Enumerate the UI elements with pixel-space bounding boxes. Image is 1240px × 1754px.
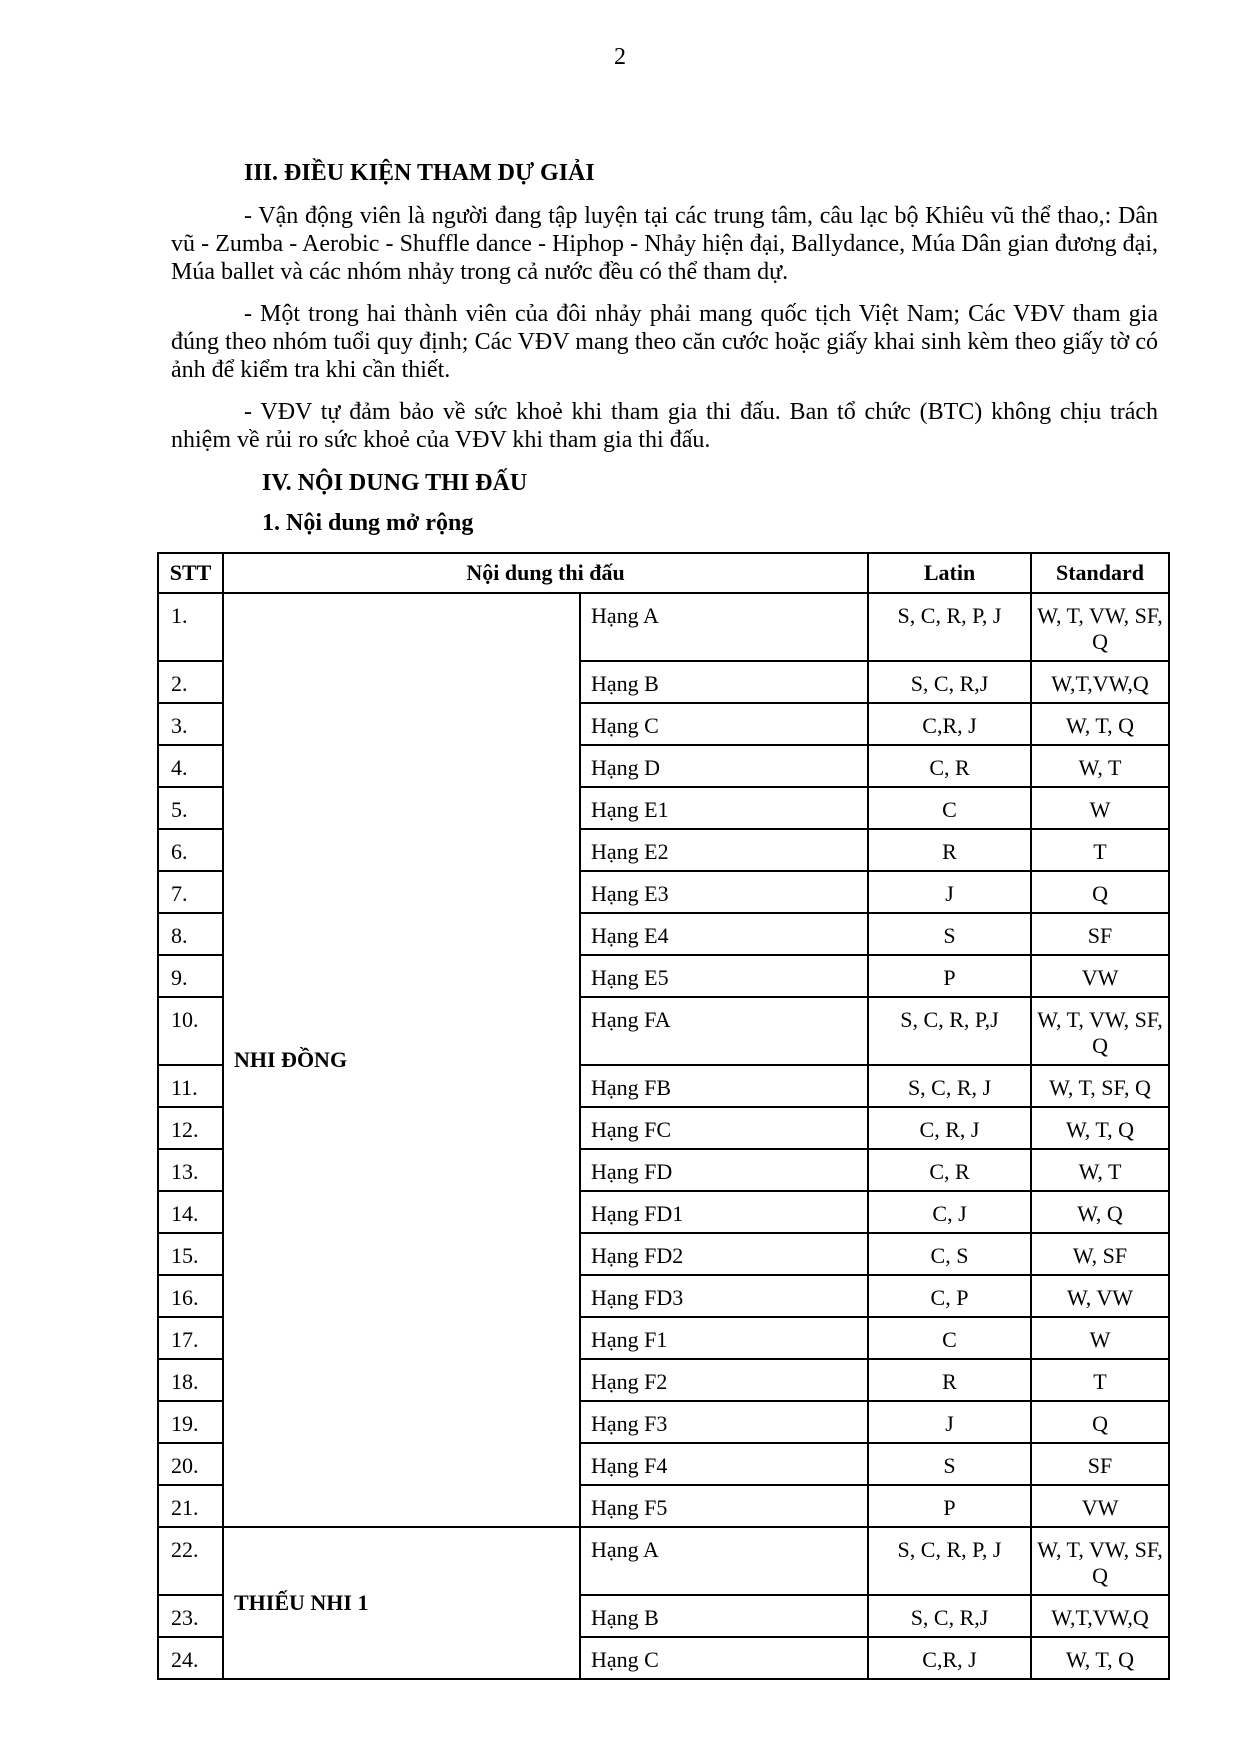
row-latin: S, C, R, P,J [868, 997, 1031, 1065]
row-standard: SF [1031, 1443, 1169, 1485]
page-number: 2 [614, 44, 626, 70]
row-standard: W, T, Q [1031, 1637, 1169, 1679]
row-category: Hạng FD [580, 1149, 868, 1191]
row-stt: 3. [158, 703, 223, 745]
row-latin: J [868, 1401, 1031, 1443]
row-category: Hạng E5 [580, 955, 868, 997]
row-standard: W, T, VW, SF, Q [1031, 1527, 1169, 1595]
header-latin: Latin [868, 553, 1031, 593]
row-latin: S, C, R,J [868, 661, 1031, 703]
row-latin: R [868, 1359, 1031, 1401]
row-stt: 6. [158, 829, 223, 871]
row-category: Hạng F4 [580, 1443, 868, 1485]
row-category: Hạng F5 [580, 1485, 868, 1527]
row-latin: R [868, 829, 1031, 871]
row-stt: 8. [158, 913, 223, 955]
row-standard: T [1031, 829, 1169, 871]
table-body [158, 593, 1169, 1679]
row-latin: S, C, R, P, J [868, 593, 1031, 661]
row-latin: C,R, J [868, 1637, 1031, 1679]
row-stt: 16. [158, 1275, 223, 1317]
row-category: Hạng E2 [580, 829, 868, 871]
row-standard: W, T [1031, 745, 1169, 787]
row-stt: 10. [158, 997, 223, 1065]
row-standard: W, T, Q [1031, 1107, 1169, 1149]
row-stt: 22. [158, 1527, 223, 1595]
table-row [158, 1527, 1169, 1595]
row-latin: J [868, 871, 1031, 913]
row-stt: 7. [158, 871, 223, 913]
row-stt: 9. [158, 955, 223, 997]
row-standard: W, VW [1031, 1275, 1169, 1317]
row-standard: W, T, SF, Q [1031, 1065, 1169, 1107]
row-stt: 4. [158, 745, 223, 787]
header-standard: Standard [1031, 553, 1169, 593]
row-category: Hạng C [580, 703, 868, 745]
section-4-subtitle: 1. Nội dung mở rộng [262, 510, 474, 536]
row-latin: P [868, 1485, 1031, 1527]
row-standard: W, T, Q [1031, 703, 1169, 745]
row-standard: VW [1031, 955, 1169, 997]
row-stt: 19. [158, 1401, 223, 1443]
section-3-title: III. ĐIỀU KIỆN THAM DỰ GIẢI [244, 160, 595, 186]
row-latin: S [868, 1443, 1031, 1485]
row-standard: VW [1031, 1485, 1169, 1527]
row-latin: C, J [868, 1191, 1031, 1233]
row-category: Hạng C [580, 1637, 868, 1679]
row-stt: 20. [158, 1443, 223, 1485]
row-category: Hạng FB [580, 1065, 868, 1107]
paragraph-health: - VĐV tự đảm bảo về sức khoẻ khi tham gia thi đấu. Ban tổ chức (BTC) không chịu trách nhiệm về rủi ro sức khoẻ của VĐV khi tham gia thi đấu. [171, 399, 1158, 453]
row-stt: 18. [158, 1359, 223, 1401]
group-name: NHI ĐỒNG [223, 593, 580, 1527]
row-standard: W,T,VW,Q [1031, 1595, 1169, 1637]
row-standard: W [1031, 787, 1169, 829]
row-category: Hạng A [580, 1527, 868, 1595]
row-category: Hạng F2 [580, 1359, 868, 1401]
row-stt: 23. [158, 1595, 223, 1637]
row-latin: C, S [868, 1233, 1031, 1275]
row-latin: P [868, 955, 1031, 997]
row-category: Hạng FA [580, 997, 868, 1065]
row-standard: W, T, VW, SF, Q [1031, 593, 1169, 661]
row-category: Hạng FC [580, 1107, 868, 1149]
row-stt: 13. [158, 1149, 223, 1191]
row-latin: C,R, J [868, 703, 1031, 745]
row-category: Hạng F3 [580, 1401, 868, 1443]
row-category: Hạng F1 [580, 1317, 868, 1359]
paragraph-athletes: - Vận động viên là người đang tập luyện tại các trung tâm, câu lạc bộ Khiêu vũ thể thao,: Dân vũ - Zumba - Aerobic - Shuffle dance - Hiphop - Nhảy hiện đại, Ballydance, Múa Dân gian đương đại, Múa ballet và các nhóm nhảy trong cả nước đều có thể tham dự. [171, 203, 1158, 285]
row-stt: 12. [158, 1107, 223, 1149]
row-category: Hạng D [580, 745, 868, 787]
group-name: THIẾU NHI 1 [223, 1527, 580, 1679]
row-stt: 11. [158, 1065, 223, 1107]
row-stt: 24. [158, 1637, 223, 1679]
row-latin: C [868, 787, 1031, 829]
row-standard: Q [1031, 871, 1169, 913]
row-category: Hạng FD3 [580, 1275, 868, 1317]
row-latin: C, R [868, 745, 1031, 787]
row-stt: 14. [158, 1191, 223, 1233]
row-standard: W, T [1031, 1149, 1169, 1191]
row-category: Hạng B [580, 661, 868, 703]
row-category: Hạng FD2 [580, 1233, 868, 1275]
row-standard: W, T, VW, SF, Q [1031, 997, 1169, 1065]
row-latin: C [868, 1317, 1031, 1359]
row-category: Hạng E3 [580, 871, 868, 913]
row-stt: 15. [158, 1233, 223, 1275]
row-category: Hạng E4 [580, 913, 868, 955]
row-category: Hạng E1 [580, 787, 868, 829]
row-category: Hạng FD1 [580, 1191, 868, 1233]
row-stt: 5. [158, 787, 223, 829]
row-standard: W,T,VW,Q [1031, 661, 1169, 703]
paragraph-nationality: - Một trong hai thành viên của đôi nhảy phải mang quốc tịch Việt Nam; Các VĐV tham gia đúng theo nhóm tuổi quy định; Các VĐV mang theo căn cước hoặc giấy khai sinh kèm theo giấy tờ có ảnh để kiểm tra khi cần thiết. [171, 301, 1158, 383]
header-content: Nội dung thi đấu [223, 553, 868, 593]
competition-table [157, 552, 1170, 1680]
table-header-row [158, 553, 1169, 593]
row-standard: T [1031, 1359, 1169, 1401]
row-category: Hạng B [580, 1595, 868, 1637]
row-category: Hạng A [580, 593, 868, 661]
row-standard: W, SF [1031, 1233, 1169, 1275]
table-row [158, 593, 1169, 661]
section-4-title: IV. NỘI DUNG THI ĐẤU [262, 470, 528, 496]
header-stt: STT [158, 553, 223, 593]
row-standard: SF [1031, 913, 1169, 955]
row-stt: 17. [158, 1317, 223, 1359]
row-latin: C, P [868, 1275, 1031, 1317]
row-latin: C, R, J [868, 1107, 1031, 1149]
row-latin: S [868, 913, 1031, 955]
row-latin: C, R [868, 1149, 1031, 1191]
row-latin: S, C, R,J [868, 1595, 1031, 1637]
row-standard: W, Q [1031, 1191, 1169, 1233]
row-stt: 21. [158, 1485, 223, 1527]
row-latin: S, C, R, P, J [868, 1527, 1031, 1595]
row-standard: W [1031, 1317, 1169, 1359]
row-stt: 2. [158, 661, 223, 703]
row-stt: 1. [158, 593, 223, 661]
row-latin: S, C, R, J [868, 1065, 1031, 1107]
row-standard: Q [1031, 1401, 1169, 1443]
